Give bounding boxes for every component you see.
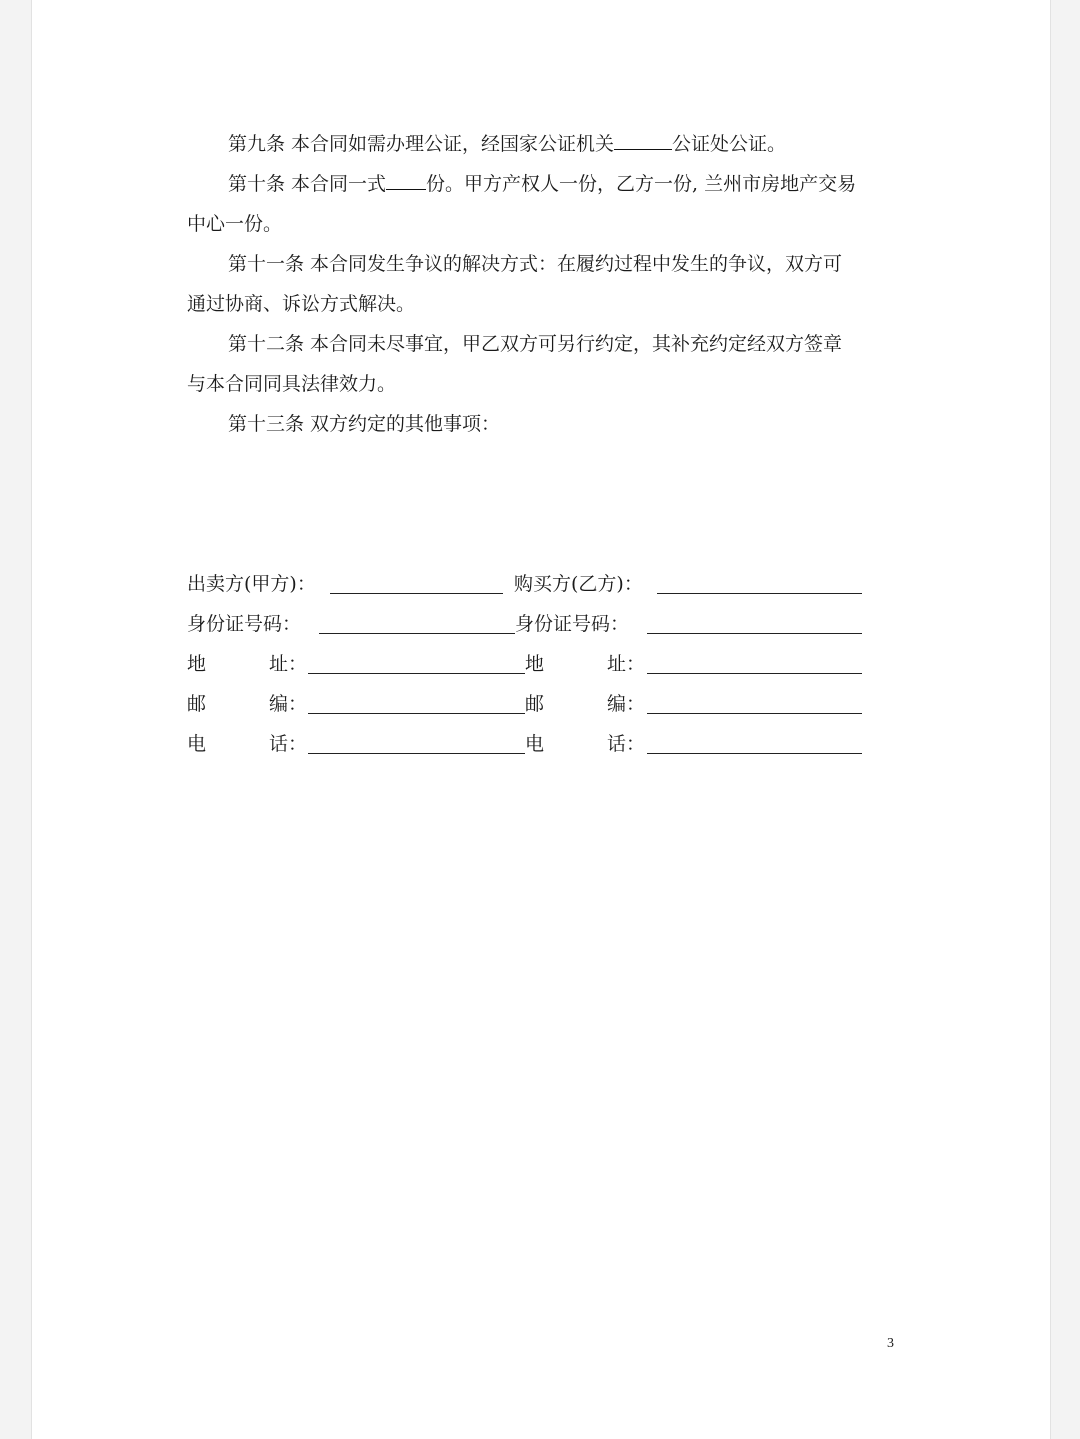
buyer-address-line [647, 673, 862, 674]
buyer-postcode-label-1: 邮 [525, 693, 545, 715]
seller-phone-line [308, 753, 525, 754]
clause-10-continuation: 中心一份。 [187, 213, 283, 235]
notary-blank [614, 132, 672, 150]
seller-id-label: 身份证号码： [187, 613, 302, 635]
buyer-phone-label-1: 电 [525, 733, 545, 755]
signature-row-parties [187, 572, 867, 598]
buyer-id-label: 身份证号码： [515, 613, 630, 635]
page-number: 3 [887, 1336, 894, 1351]
clause-11-continuation: 通过协商、诉讼方式解决。 [187, 293, 416, 315]
seller-label: 出卖方(甲方)： [187, 573, 316, 595]
clause-9-text-a: 第九条 本合同如需办理公证，经国家公证机关 [228, 133, 615, 155]
seller-name-line [330, 593, 503, 594]
clause-12: 第十二条 本合同未尽事宜，甲乙双方可另行约定，其补充约定经双方签章 [228, 333, 843, 355]
clause-11: 第十一条 本合同发生争议的解决方式：在履约过程中发生的争议，双方可 [228, 253, 843, 275]
seller-phone-label-1: 电 [187, 733, 207, 755]
buyer-phone-line [647, 753, 862, 754]
buyer-phone-label-2: 话： [607, 733, 646, 755]
seller-postcode-label-2: 编： [269, 693, 308, 715]
seller-address-label-1: 地 [187, 653, 207, 675]
clause-9-text-b: 公证处公证。 [672, 133, 787, 155]
buyer-id-line [647, 633, 862, 634]
buyer-label: 购买方(乙方)： [514, 573, 643, 595]
seller-phone-label-2: 话： [269, 733, 308, 755]
seller-postcode-line [308, 713, 525, 714]
buyer-address-label-1: 地 [525, 653, 545, 675]
buyer-name-line [657, 593, 862, 594]
copies-blank [386, 172, 426, 190]
document-page [31, 0, 1051, 1439]
signature-row-id [187, 612, 867, 638]
signature-row-postcode [187, 692, 867, 718]
clause-10-text-a: 第十条 本合同一式 [228, 173, 387, 195]
seller-postcode-label-1: 邮 [187, 693, 207, 715]
signature-row-phone [187, 732, 867, 758]
buyer-postcode-line [647, 713, 862, 714]
clause-12-continuation: 与本合同同具法律效力。 [187, 373, 397, 395]
seller-id-line [319, 633, 515, 634]
clause-10-text-b: 份。甲方产权人一份，乙方一份, 兰州市房地产交易 [426, 173, 857, 195]
seller-address-label-2: 址： [269, 653, 308, 675]
clause-9 [228, 132, 786, 156]
buyer-postcode-label-2: 编： [607, 693, 646, 715]
clause-10 [228, 172, 856, 196]
seller-address-line [308, 673, 525, 674]
signature-row-address [187, 652, 867, 678]
buyer-address-label-2: 址： [607, 653, 646, 675]
clause-13: 第十三条 双方约定的其他事项： [228, 413, 501, 435]
